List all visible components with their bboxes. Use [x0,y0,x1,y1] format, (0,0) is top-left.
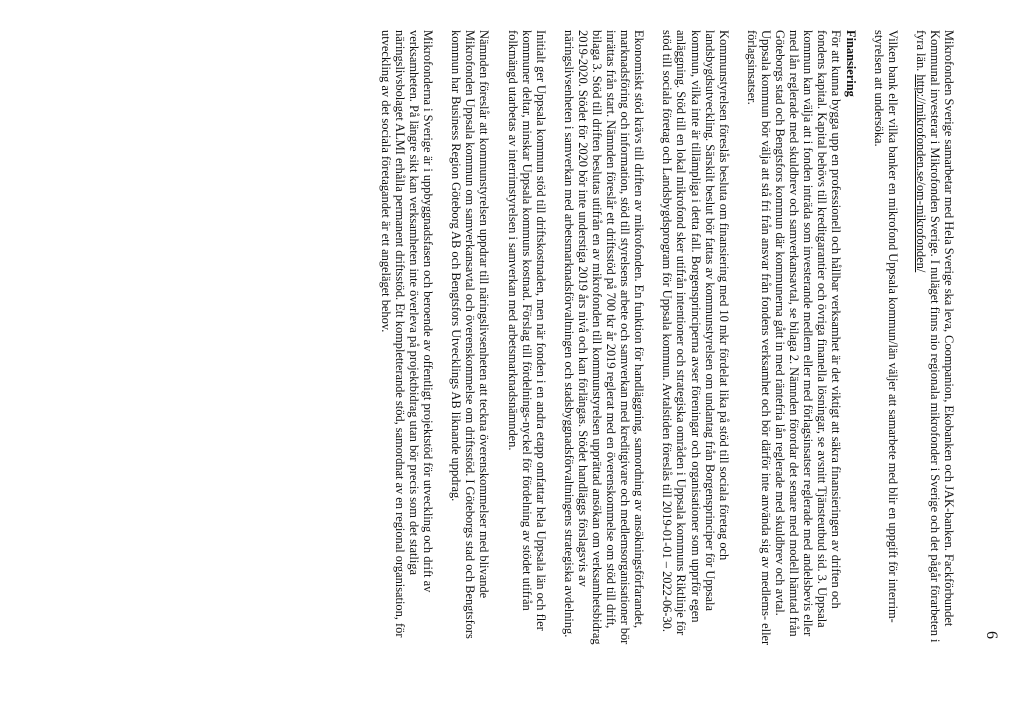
document-body [365,30,956,650]
paragraph-text: Mikrofonden Sverige samarbetar med Hela Sverige ska leva, Coompanion, Ekobanken och JAK-banken. Fackförbundet Kommunal investerar i Mikrofonden Sverige. I nuläget finns nio regionala mikrofonder i Sverige och det pågår förarbeten i fyra län. [913,30,956,643]
section-heading-finansiering: Finansiering [843,30,858,97]
paragraph-namnden-foreslar: Nämnden föreslår att kommunstyrelsen uppdrar till näringslivsenheten att teckna överenskommelser med blivande Mikrofonden Uppsala kommun om samverkansavtal och överenskommelse om driftsstöd. I Göteborgs stad och Bengtsfors kommun har Business Region Göteborg AB och Bengtsfors Utvecklings AB liknande uppdrag. [449,30,492,639]
paragraph-finansiering: För att kunna bygga upp en professionell och hållbar verksamhet är det viktigt att säkra finansieringen av driften och fondens kapital. Kapital behövs till kreditgarantier och övriga finanella lösningar, se avsnitt Tjänsteutbud sid. 3. Uppsala kommun kan välja att i fonden inträda som investerande medlem eller med förlagsinsatser reglerade med andelsbevis eller med lån reglerade med skuldbrev och samverkansavtal, se bilaga 2. Nämnden förordar det senare med modell hämtad från Göteborgs stad och Bengtsfors kommun där kommunerna gått in med räntefria lån reglerade med skuldbrev och avtal. Uppsala kommun bör välja att stå fri från ansvar från fondens verksamhet och bör därför inte använda sig av medlems- eller förlagsinsatser. [744,30,844,646]
page-number: 6 [983,631,1000,639]
paragraph-kommunstyrelsen-finansiering: Kommunstyrelsen föreslås besluta om finansiering med 10 mkr fördelat lika på stöd till sociala företag och landsbygdsutveckling. Särskilt beslut bör fattas av kommunstyrelsen om undantag från Borgensprinciper för Uppsala kommun, vilka inte är tillämpliga i detta fall. Borgensprinciperna avser föreningar och organisationer som upprför egen anläggning. Stöd till en lokal mikrofond sker utifrån intentioner och strategiska områden i Uppsala kommuns Riktlinje för stöd till sociala företag och Landsbygdsprogram för Uppsala kommun. Avtalstiden föreslås till 2019-01-01 – 2022-06-30. [660,30,731,636]
mikrofonden-link[interactable]: http://mikrofonden.se/om-mikrofonden/ [913,74,928,273]
paragraph-mikrofonden-sverige [914,30,956,650]
paragraph-mikrofonderna-sverige: Mikrofonderna i Sverige är i uppbyggnadsfasen och beroende av offentligt projektstöd för utveckling och drift av verksamheten. På längre sikt kan verksamheten inte överleva på projektbidrag utan bör precis som det statliga näringslivsbolaget ALMI erhålla permanent driftsstöd. Ett kompletterande stöd, samordnat av en regional organisation, för utveckling av det sociala företagandet är ett angeläget behov. [378,30,436,638]
paragraph-initialt-stod: Initialt ger Uppsala kommun stöd till driftskostnaden, men när fonden i en andra etapp omfattar hela Uppsala län och fler kommuner deltar, minskar Uppsala kommuns kostnad. Förslag till fördelnings-nyckel för fördelning av stödet utifrån folkmängd utarbetas av interrimstyrelsen i samverkan med arbetsmarknadsnämnden. [505,30,548,631]
paragraph-ekonomiskt-stod: Ekonomiskt stöd krävs till driften av mikrofonden. En funktion för handläggning, samordning av ansökningsförfarandet, marknadsföring och information, stöd till styrelsens arbete och samverkan med kreditgivare och medlemsorganisationer bör inrättas från start. Nämnden föreslår ett driftsstöd på 700 tkr år 2019 reglerat med en överenskommelse om stöd till drift, bilaga 3. Stöd till driften beslutas utifrån en av mikrofonden till kommunstyrelsen upprättad ansökan om verksamhetsbidrag 2019-2020. Stödet för 2020 bör inte understiga 2019 års nivå och kan förlängas. Stödet handläggs förslagsvis av näringslivsenheten i samverkan med arbetsmarknadsförvaltningen och stadsbyggnadsförvaltningens strategiska avdelning. [561,30,647,645]
paragraph-bank-selection: Vilken bank eller vilka banker en mikrofond Uppsala kommun/län väljer att samarbete med blir en uppgift för interrim-styrelsen att undersöka. [871,30,900,623]
